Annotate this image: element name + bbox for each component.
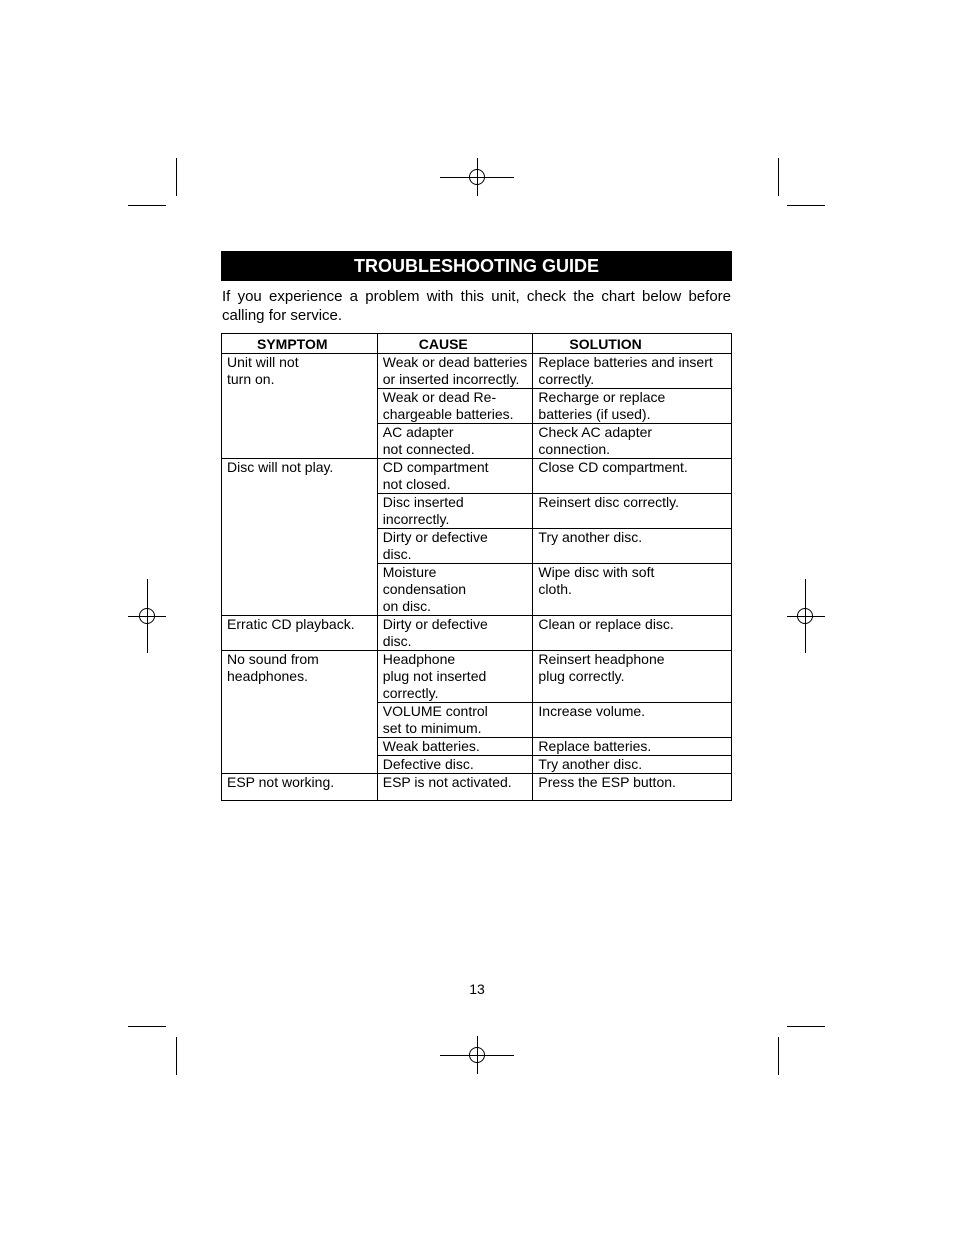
- cause-cell: Defective disc.: [377, 756, 533, 774]
- crop-mark: [787, 205, 825, 206]
- symptom-cell: Erratic CD playback.: [222, 616, 378, 651]
- page-title: TROUBLESHOOTING GUIDE: [221, 251, 732, 281]
- header-solution: SOLUTION: [533, 334, 732, 354]
- symptom-cell: Disc will not play.: [222, 459, 378, 616]
- cause-cell: VOLUME control set to minimum.: [377, 703, 533, 738]
- table-header-row: [222, 334, 732, 354]
- crop-mark: [176, 1037, 177, 1075]
- solution-cell: Press the ESP button.: [533, 774, 732, 801]
- crop-mark: [128, 1026, 166, 1027]
- solution-cell: Replace batteries.: [533, 738, 732, 756]
- solution-cell: Clean or replace disc.: [533, 616, 732, 651]
- solution-cell: Recharge or replace batteries (if used).: [533, 389, 732, 424]
- cause-cell: CD compartment not closed.: [377, 459, 533, 494]
- intro-text: If you experience a problem with this unit, check the chart below before calling for service.: [222, 288, 731, 324]
- solution-cell: Try another disc.: [533, 529, 732, 564]
- solution-cell: Close CD compartment.: [533, 459, 732, 494]
- symptom-cell: No sound from headphones.: [222, 651, 378, 774]
- crop-mark: [176, 158, 177, 196]
- cause-cell: Dirty or defective disc.: [377, 529, 533, 564]
- registration-circle: [469, 1047, 485, 1063]
- cause-cell: Weak or dead batteries or inserted incorrectly.: [377, 354, 533, 389]
- cause-cell: Headphone plug not inserted correctly.: [377, 651, 533, 703]
- cause-cell: Weak batteries.: [377, 738, 533, 756]
- cause-cell: Dirty or defective disc.: [377, 616, 533, 651]
- header-cause: CAUSE: [377, 334, 533, 354]
- header-symptom: SYMPTOM: [222, 334, 378, 354]
- symptom-cell: Unit will not turn on.: [222, 354, 378, 459]
- crop-mark: [778, 158, 779, 196]
- cause-cell: Weak or dead Re- chargeable batteries.: [377, 389, 533, 424]
- table-row: [222, 616, 732, 651]
- symptom-cell: ESP not working.: [222, 774, 378, 801]
- page-number: 13: [469, 981, 485, 997]
- table-row: [222, 774, 732, 801]
- table-row: [222, 459, 732, 494]
- registration-circle: [139, 608, 155, 624]
- solution-cell: Reinsert disc correctly.: [533, 494, 732, 529]
- registration-circle: [797, 608, 813, 624]
- cause-cell: AC adapter not connected.: [377, 424, 533, 459]
- cause-cell: Moisture condensation on disc.: [377, 564, 533, 616]
- table-row: [222, 651, 732, 703]
- crop-mark: [128, 205, 166, 206]
- solution-cell: Try another disc.: [533, 756, 732, 774]
- solution-cell: Reinsert headphone plug correctly.: [533, 651, 732, 703]
- solution-cell: Replace batteries and insert correctly.: [533, 354, 732, 389]
- troubleshooting-table: [221, 333, 732, 801]
- solution-cell: Wipe disc with soft cloth.: [533, 564, 732, 616]
- registration-circle: [469, 169, 485, 185]
- cause-cell: ESP is not activated.: [377, 774, 533, 801]
- crop-mark: [787, 1026, 825, 1027]
- crop-mark: [778, 1037, 779, 1075]
- cause-cell: Disc inserted incorrectly.: [377, 494, 533, 529]
- table-row: [222, 354, 732, 389]
- solution-cell: Check AC adapter connection.: [533, 424, 732, 459]
- solution-cell: Increase volume.: [533, 703, 732, 738]
